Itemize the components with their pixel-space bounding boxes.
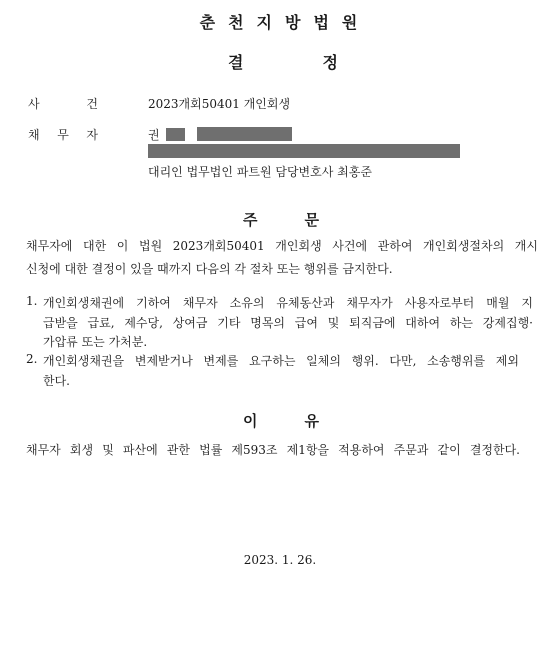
redacted-address (148, 144, 460, 158)
order-item-1 (43, 294, 533, 353)
order-paragraph-line-2: 신청에 대한 결정이 있을 때까지 다음의 각 절차 또는 행위를 금지한다. (26, 262, 393, 276)
order-item-2-line-1: 개인회생채권을 변제받거나 변제를 요구하는 일체의 행위. 다만, 소송행위를 제외 (43, 354, 519, 368)
document-type-char-2: 정 (322, 53, 338, 72)
debtor-name: 권 (148, 128, 160, 142)
order-item-1-line-3: 가압류 또는 가처분. (43, 335, 148, 349)
case-number: 2023개회50401 개인회생 (148, 97, 291, 111)
order-item-2-line-2: 한다. (43, 373, 70, 388)
reason-text: 채무자 회생 및 파산에 관한 법률 제593조 제1항을 적용하여 주문과 같이 결정한다. (26, 443, 520, 457)
reason-heading: 이 유 (243, 412, 319, 430)
order-item-2 (43, 352, 519, 391)
debtor-label: 채 무 자 (28, 128, 98, 142)
court-name: 춘천지방법원 (199, 13, 371, 32)
document-type-title (228, 50, 338, 73)
order-item-2-number: 2. (26, 352, 38, 366)
order-paragraph-line-1: 채무자에 대한 이 법원 2023개회50401 개인회생 사건에 관하여 개인회생절차의 개시 (26, 239, 538, 253)
order-paragraph (26, 235, 538, 281)
order-item-1-line-2: 급받을 급료, 제수당, 상여금 기타 명목의 급여 및 퇴직금에 대하여 하는 강제집행· (43, 315, 533, 330)
case-label: 사 건 (28, 97, 98, 111)
redacted-id-number (197, 127, 292, 141)
representative: 대리인 법무법인 파트원 담당변호사 최홍준 (148, 165, 372, 179)
decision-date: 2023. 1. 26. (243, 553, 317, 567)
document-type-char-1: 결 (228, 53, 244, 72)
order-heading: 주 문 (243, 211, 319, 229)
order-item-1-number: 1. (26, 294, 38, 308)
order-item-1-line-1: 개인회생채권에 기하여 채무자 소유의 유체동산과 채무자가 사용자로부터 매월 지 (43, 296, 533, 310)
redacted-name (166, 128, 185, 141)
